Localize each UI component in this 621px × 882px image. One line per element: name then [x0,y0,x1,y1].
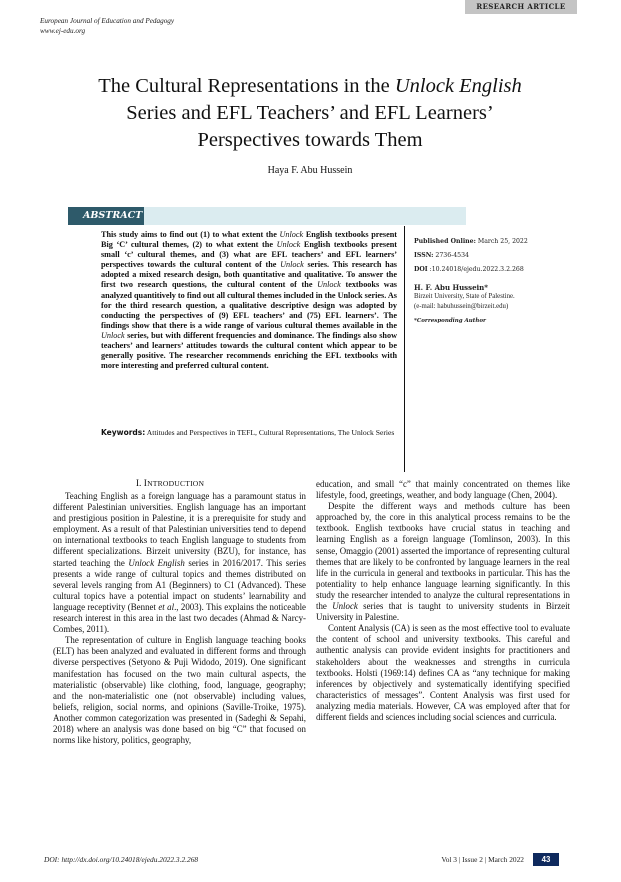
italic-text: Unlock [332,601,358,612]
paragraph [316,479,570,501]
text-run: Despite the different ways and methods culture has been approached by, the core in this analytical process remains to be the textbook. English textbooks have crucial status in teaching and learning English as a foreign language (Tomlinson, 2003). In this sense, Omaggio (2001) asserted the importance of representing cultural themes that are likely to be confronted by language learners in the real life in the curricula in general and textbooks in particular. This has the potentiality to help enhance language learning significantly. In this study the researcher intended to analyze the cultural representations in the [316,501,570,612]
corresponding-author-note: *Corresponding Author [414,318,486,324]
issn: ISSN: 2736-4534 [414,252,469,259]
abstract-label: ABSTRACT [68,207,144,225]
doi[interactable]: DOI :10.24018/ejedu.2022.3.2.268 [414,266,524,273]
italic-text: Unlock [317,280,341,290]
paragraph [316,623,570,723]
article-metadata [414,238,614,324]
title-line3: Perspectives towards Them [197,129,423,151]
paragraph [316,501,570,623]
text-run: textbooks was analyzed quantitively to find out all cultural themes included in the Unlock series. As for the third research question, a qualitative descriptive design was adopted by conducting the perspectives of (9) EFL teachers’ and (75) EFL learners’. The findings show that there is a wide range of various cultural themes available in the [101,280,397,330]
italic-text: Unlock [276,240,301,250]
author-email[interactable]: (e-mail: habuhussein@birzeit.edu) [414,303,509,310]
title-part1: The Cultural Representations in the [98,75,395,97]
section-heading-introduction [40,479,300,489]
text-run: English textbooks present small ‘c’ cultural themes, and (3) what are EFL teachers’ and EFL learners’ perspectives towards the cultural content of the [101,240,397,270]
text-run: series in 2016/2017. This series presents a wide range of cultural topics and themes distributed on several levels ranging from A1 (Beginners) to C1 (Advanced). These cultural topics have a potential impact on students’ learnability and language receptivity (Bennet [53,557,307,612]
text-run: The representation of culture in English language teaching books (ELT) has been analyzed and evaluated in different forms and through diverse perspectives (Setyono & Puji Widodo, 2019). One significant manifestation has focused on the two main cultural aspects, the materialistic (observable) like clothing, food, language, geography; and the non-materialistic one (not observable) including values, beliefs, religion, social norms, and opinions (Saville-Troike, 1975). Another common categorization was presented in (Sadeghi & Sepahi, 2018) where an analysis was done based on big “C” that focused on norms like history, politics, geography, [53,635,306,746]
keywords-list: Attitudes and Perspectives in TEFL, Cultural Representations, The Unlock Series [145,428,395,437]
body-column-right [316,479,570,723]
text-run: This study aims to find out (1) to what extent the [101,230,280,239]
text-run: series. This research has adopted a mixed research design, both quantitative and qualitative. To answer the first two research questions, the cultural content of the [101,260,397,290]
article-type-badge: RESEARCH ARTICLE [465,0,577,14]
text-run: series that is taught to university students in Birzeit University in Palestine. [316,601,570,623]
section-number: I. [135,479,144,489]
abstract-divider [404,226,405,472]
journal-name: European Journal of Education and Pedagogy [40,17,175,25]
title-italic: Unlock English [394,75,522,97]
footer-volume-issue: Vol 3 | Issue 2 | March 2022 [441,855,524,864]
text-run: English textbooks present Big ‘C’ cultural themes, (2) to what extent the [101,230,397,250]
author-name: Haya F. Abu Hussein [267,165,353,176]
keywords [101,428,397,438]
text-run: Content Analysis (CA) is seen as the most effective tool to evaluate the content of school and university textbooks. This careful and authentic analysis can provide evident insights for practitioners and stakeholders about the weaknesses and strengths in curricula textbooks. Holsti (1969:14) defines CA as “any technique for making inferences by objectively and systematically identifying specified characteristics of messages”. Content Analysis was first used for analyzing media materials. However, CA was employed after that for different fields and sciences including social sciences and curricula. [316,623,570,722]
paragraph [53,635,306,746]
keywords-label: Keywords: [101,428,146,437]
italic-text: Unlock English [128,557,185,568]
author-affiliation: Birzeit University, State of Palestine. [414,293,515,300]
italic-text: Unlock [279,230,304,239]
italic-text: et al [158,601,175,612]
section-title: INTRODUCTION [143,479,205,489]
paragraph [53,491,306,635]
italic-text: Unlock [101,330,125,340]
italic-text: Unlock [280,260,304,270]
journal-url[interactable]: www.ej-edu.org [40,27,86,35]
text-run: ., 2003). This explains the noticeable research interest in this area in the last two decades (Ahmad & Narcy-Combes, 2011). [53,601,307,635]
text-run: series, but with different frequencies and dominance. The findings also show teachers’ and learners’ attitudes towards the cultural content which appear to be generally positive. The researcher recommends enriching the EFL textbooks with more interesting and preferred cultural content. [101,330,397,371]
title-line2: Series and EFL Teachers’ and EFL Learners’ [126,102,494,124]
text-run: Teaching English as a foreign language has a paramount status in different Palestinian universities. English language has an important and prestigious position in Palestine, it is a prerequisite for study and employment. As a result of that Palestinian universities tend to depend on international textbooks to teach English language to students from different specializations. Birzeit university (BZU), for instance, has started teaching the [53,491,306,568]
abstract-text [101,230,397,371]
paper-title [60,73,560,154]
page-number: 43 [533,853,559,866]
journal-header [40,16,174,36]
published-date: Published Online: March 25, 2022 [414,238,528,245]
footer-doi[interactable]: DOI: http://dx.doi.org/10.24018/ejedu.2022.3.2.268 [44,855,199,864]
body-column-left [53,491,306,746]
corresponding-author-name: H. F. Abu Hussein* [414,283,488,292]
text-run: education, and small “c” that mainly concentrated on themes like lifestyle, food, greetings, weather, and body language (Chen, 2004). [316,479,570,501]
